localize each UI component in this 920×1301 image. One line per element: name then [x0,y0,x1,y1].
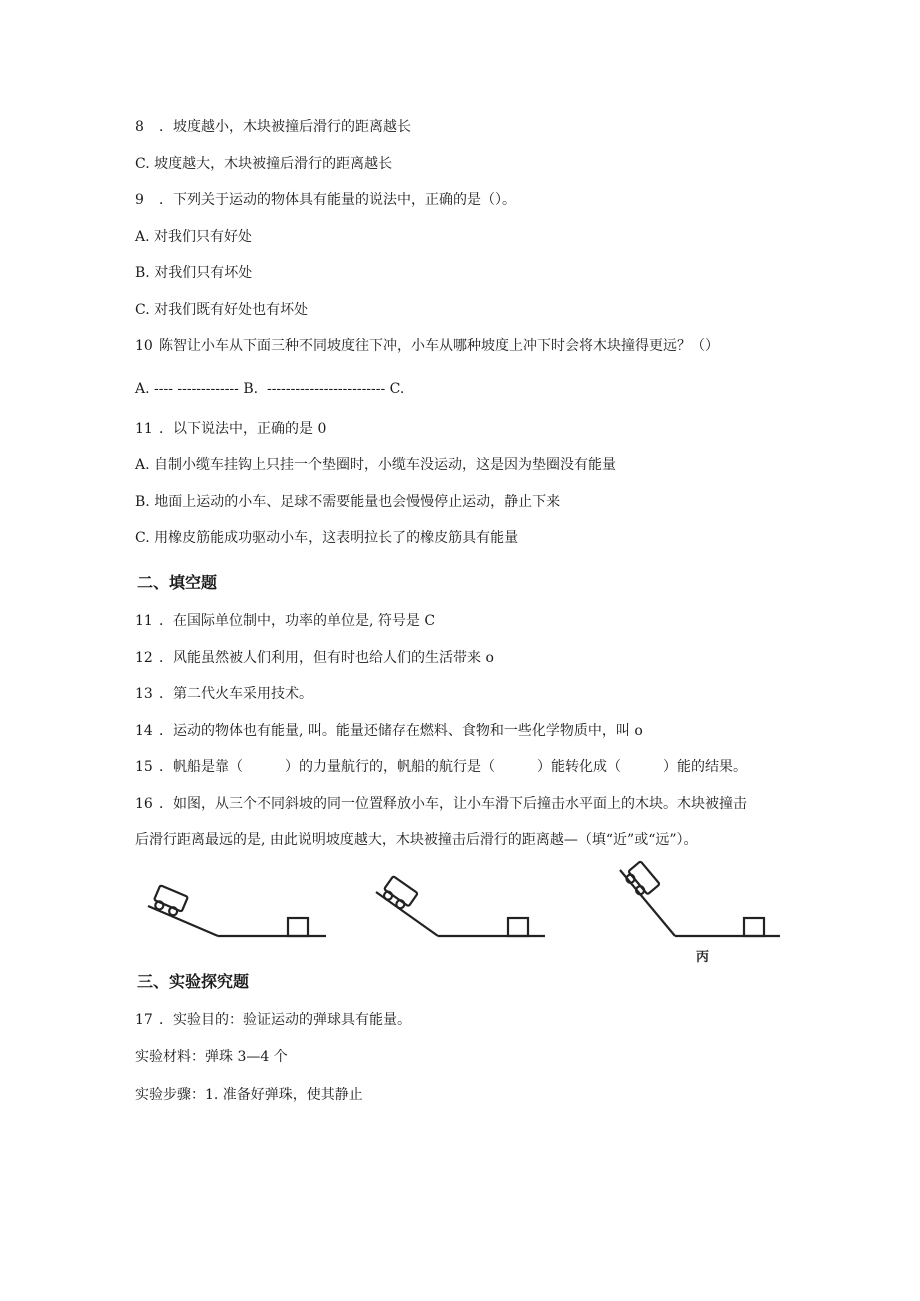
question-8-option-b: 8 ．坡度越小，木块被撞后滑行的距离越长 [135,119,411,135]
experiment-steps: 实验步骤：1. 准备好弹珠，使其静止 [135,1087,363,1103]
question-11-option-a: A. 自制小缆车挂钩上只挂一个垫圈时，小缆车没运动，这是因为垫圈没有能量 [135,457,617,473]
block-2 [508,918,528,936]
question-17: 17 ．实验目的：验证运动的弹球具有能量。 [135,1012,411,1028]
figure-label-bing: 丙 [696,950,710,965]
section-heading-experiment: 三、实验探究题 [137,972,250,991]
block-3 [744,918,764,936]
cart-1 [151,885,188,918]
fill-question-16: 16 ．如图，从三个不同斜坡的同一位置释放小车，让小车滑下后撞击水平面上的木块。木块被撞击 [135,796,747,812]
fill-question-12: 12 ．风能虽然被人们利用，但有时也给人们的生活带来 o [135,650,494,666]
section-heading-fill-blank: 二、填空题 [137,573,218,592]
ramp-2 [376,892,545,936]
experiment-materials: 实验材料：弹珠 3—4 个 [135,1049,288,1065]
fill-question-15: 15 ．帆船是靠（ ）的力量航行的，帆船的航行是（ ）能转化成（ ）能的结果。 [135,759,747,775]
question-11: 11 ．以下说法中，正确的是 0 [135,421,327,437]
question-9: 9 ．下列关于运动的物体具有能量的说法中，正确的是（）。 [135,192,516,208]
question-9-option-a: A. 对我们只有好处 [135,229,253,245]
ramp-1 [148,906,326,936]
question-9-option-b: B. 对我们只有坏处 [135,265,253,281]
fill-question-13: 13 ．第二代火车采用技术。 [135,686,313,702]
ramp-figure [140,860,790,970]
question-11-option-c: C. 用橡皮筋能成功驱动小车，这表明拉长了的橡皮筋具有能量 [135,530,519,546]
ramp-3 [620,870,780,936]
fill-question-16-cont: 后滑行距离最远的是, 由此说明坡度越大，木块被撞击后滑行的距离越—（填“近”或“远”）。 [135,832,698,848]
question-10-options: A. ---- ------------- B. ------------------------- C. [135,381,405,397]
question-8-option-c: C. 坡度越大，木块被撞后滑行的距离越长 [135,156,393,172]
fill-question-11: 11 ．在国际单位制中，功率的单位是, 符号是 C [135,613,436,629]
question-9-option-c: C. 对我们既有好处也有坏处 [135,302,309,318]
question-11-option-b: B. 地面上运动的小车、足球不需要能量也会慢慢停止运动，静止下来 [135,494,561,510]
question-10: 10 陈智让小车从下面三种不同坡度往下冲，小车从哪种坡度上冲下时会将木块撞得更远？（） [135,338,719,354]
cart-2 [380,876,418,912]
block-1 [288,918,308,936]
fill-question-14: 14 ．运动的物体也有能量, 叫。能量还储存在燃料、食物和一些化学物质中，叫 o [135,723,643,739]
